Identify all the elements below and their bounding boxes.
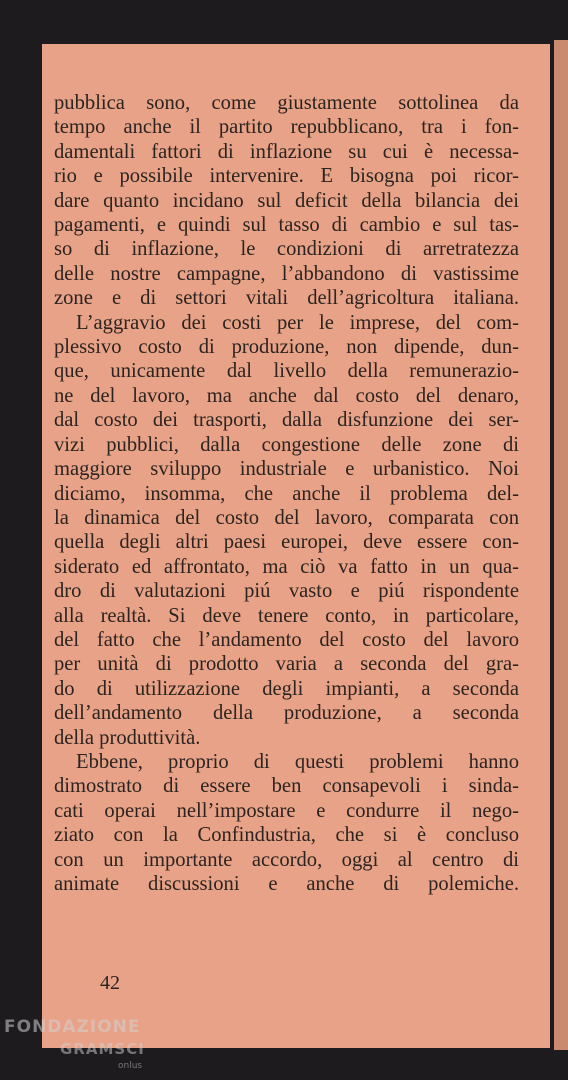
text-line: ziato con la Confindustria, che si è concluso xyxy=(54,824,519,847)
text-line: ne del lavoro, ma anche dal costo del denaro, xyxy=(54,384,519,407)
text-line: cati operai nell’impostare e condurre il nego- xyxy=(54,799,519,822)
text-line: plessivo costo di produzione, non dipende, dun- xyxy=(54,336,519,359)
text-line: tempo anche il partito repubblicano, tra i fon- xyxy=(54,116,519,139)
watermark-logo-line1: FONDAZIONE xyxy=(4,1017,141,1037)
text-line: maggiore sviluppo industriale e urbanistico. Noi xyxy=(54,458,519,481)
text-line: do di utilizzazione degli impianti, a seconda xyxy=(54,677,519,700)
text-line: alla realtà. Si deve tenere conto, in particolare, xyxy=(54,604,519,627)
text-line: vizi pubblici, dalla congestione delle zone di xyxy=(54,433,519,456)
text-line: pubblica sono, come giustamente sottolinea da xyxy=(54,92,519,114)
next-page-edge xyxy=(554,40,568,1050)
text-line: dimostrato di essere ben consapevoli i sinda- xyxy=(54,775,519,798)
text-line: dell’andamento della produzione, a seconda xyxy=(54,702,519,725)
text-line: Ebbene, proprio di questi problemi hanno xyxy=(76,750,519,773)
text-line: quella degli altri paesi europei, deve essere con- xyxy=(54,531,519,554)
text-line: delle nostre campagne, l’abbandono di vastissime xyxy=(54,262,519,285)
text-line: pagamenti, e quindi sul tasso di cambio e sul tas- xyxy=(54,214,519,237)
text-line: dare quanto incidano sul deficit della bilancia dei xyxy=(54,189,519,212)
text-line: L’aggravio dei costi per le imprese, del com- xyxy=(76,311,519,334)
text-line: que, unicamente dal livello della remunerazio- xyxy=(54,360,519,383)
text-line: zone e di settori vitali dell’agricoltura italiana. xyxy=(54,287,519,310)
text-line: dro di valutazioni piú vasto e piú rispondente xyxy=(54,580,519,603)
text-line: damentali fattori di inflazione su cui è necessa- xyxy=(54,140,519,163)
text-line: so di inflazione, le condizioni di arretratezza xyxy=(54,238,519,261)
text-line: la dinamica del costo del lavoro, comparata con xyxy=(54,506,519,529)
text-line: dal costo dei trasporti, dalla disfunzione dei ser- xyxy=(54,409,519,432)
text-line: del fatto che l’andamento del costo del lavoro xyxy=(54,628,519,651)
text-line: diciamo, insomma, che anche il problema del- xyxy=(54,482,519,505)
page-number: 42 xyxy=(100,972,120,994)
body-text xyxy=(54,91,519,896)
text-line: della produttività. xyxy=(54,726,201,749)
watermark-logo-line3: onlus xyxy=(118,1061,143,1071)
text-line: per unità di prodotto varia a seconda del gra- xyxy=(54,653,519,676)
text-line: rio e possibile intervenire. E bisogna poi ricor- xyxy=(54,165,519,188)
watermark-logo-line2: GRAMSCI xyxy=(60,1040,145,1058)
text-line: con un importante accordo, oggi al centro di xyxy=(54,848,519,871)
text-line: siderato ed affrontato, ma ciò va fatto in un qua- xyxy=(54,555,519,578)
text-line: animate discussioni e anche di polemiche. xyxy=(54,873,519,895)
